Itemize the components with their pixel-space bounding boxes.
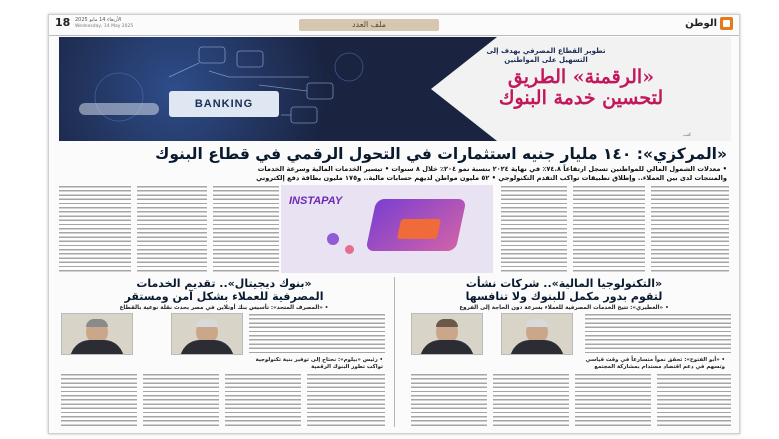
instapay-promo-image [281, 185, 493, 273]
dateline-english: Wednesday, 14 May 2025 [75, 24, 134, 29]
banner-headline: «الرقمنة» الطريق لتحسين خدمة البنوك [498, 66, 664, 109]
banking-label: BANKING [169, 91, 279, 117]
masthead-logo [685, 17, 733, 30]
text-column [585, 313, 731, 353]
coin-icon [345, 245, 354, 254]
portrait-photo [171, 313, 243, 355]
fintech-pullquote-line-1: • «أبو الفتوح»: تحقق نمواً متسارعاً في وقت قياسي [585, 357, 725, 363]
text-column [493, 373, 569, 427]
text-column [137, 185, 207, 273]
portrait-photo [411, 313, 483, 355]
newspaper-page [48, 14, 740, 434]
column-divider [394, 277, 395, 427]
main-deck-line-2: والمنتجات لدى بين العملاء.. وإطلاق تطبيقات تواكب التقدم التكنولوجي • ٥٢ مليون مواطن لديهم حسابات مالية.. و١٧٥ مليون بطاقة دفع إلكتروني [256, 174, 727, 182]
lock-icon [291, 107, 317, 123]
fintech-headline-line-2: لتقوم بدور مكمل للبنوك ولا تنافسها [465, 290, 663, 303]
logo-icon [720, 17, 733, 30]
wifi-icon [199, 47, 225, 63]
portrait-photo [61, 313, 133, 355]
digital-bank-pullquote-line-2: تواكب تطور البنوك الرقمية [311, 364, 383, 370]
text-column [249, 313, 385, 353]
digital-bank-headline-line-2: المصرفية للعملاء بشكل آمن ومستقر [124, 290, 324, 303]
text-column [501, 185, 567, 273]
network-graphic [59, 37, 389, 141]
text-column [307, 373, 385, 427]
main-deck-line-1: • معدلات الشمول المالي للمواطنين تسجل ارتفاعاً ٧٤.٨٪ في نهاية ٢٠٢٤ بنسبة نمو ٢٠٤٪ خلال ٨ سنوات • تيسير الخدمات المالية وسرعة الخدمات [257, 165, 727, 173]
digital-bank-pullquote-line-1: • رئيس «بيلوم»: نحتاج إلى توفير بنية تكنولوجية [255, 357, 383, 363]
banner-kicker: تطوير القطاع المصرفي يهدف إلى التسهيل على المواطنين [486, 47, 606, 64]
digital-bank-headline-line-1: «بنوك ديجيتال».. تقديم الخدمات [136, 277, 312, 290]
coin-icon [327, 233, 339, 245]
main-headline: «المركزي»: ١٤٠ مليار جنيه استثمارات في التحول الرقمي في قطاع البنوك [155, 145, 727, 163]
hand-shape [79, 103, 159, 115]
text-column [225, 373, 301, 427]
text-column [575, 373, 651, 427]
text-column [651, 185, 729, 273]
page-header [49, 15, 739, 36]
text-column [143, 373, 219, 427]
feature-banner [59, 37, 731, 141]
page-number: 18 [55, 16, 71, 29]
fintech-headline-line-1: «التكنولوجيا المالية».. شركات نشأت [465, 277, 663, 290]
portrait-photo [501, 313, 573, 355]
logo-text: الوطن [685, 18, 717, 29]
text-column [573, 185, 645, 273]
card-illustration [397, 219, 441, 239]
banking-illustration [59, 37, 389, 141]
digital-bank-deck: • «المصرف المتحد»: تأسيس بنك أونلاين في مصر بحدث نقلة نوعية بالقطاع [119, 305, 329, 311]
fintech-deck: • «العطيري»: تتيح الخدمات المصرفية للعملاء بسرعة دون الحاجة إلى الفروع [459, 305, 669, 311]
fintech-pullquote-line-2: وتسهم في دعم اقتصاد مستدام بمشاركة المجتمع [594, 364, 725, 370]
text-column [213, 185, 279, 273]
text-column [59, 185, 131, 273]
text-column [61, 373, 137, 427]
home-icon [237, 51, 263, 67]
bank-icon [307, 83, 333, 99]
banner-byline: كتب [683, 133, 691, 138]
text-column [411, 373, 487, 427]
text-column [657, 373, 731, 427]
dateline-arabic: الأربعاء 14 مايو 2025 [75, 17, 122, 23]
instapay-logo: INSTAPAY [289, 195, 343, 207]
section-label: ملف العدد [299, 19, 439, 31]
